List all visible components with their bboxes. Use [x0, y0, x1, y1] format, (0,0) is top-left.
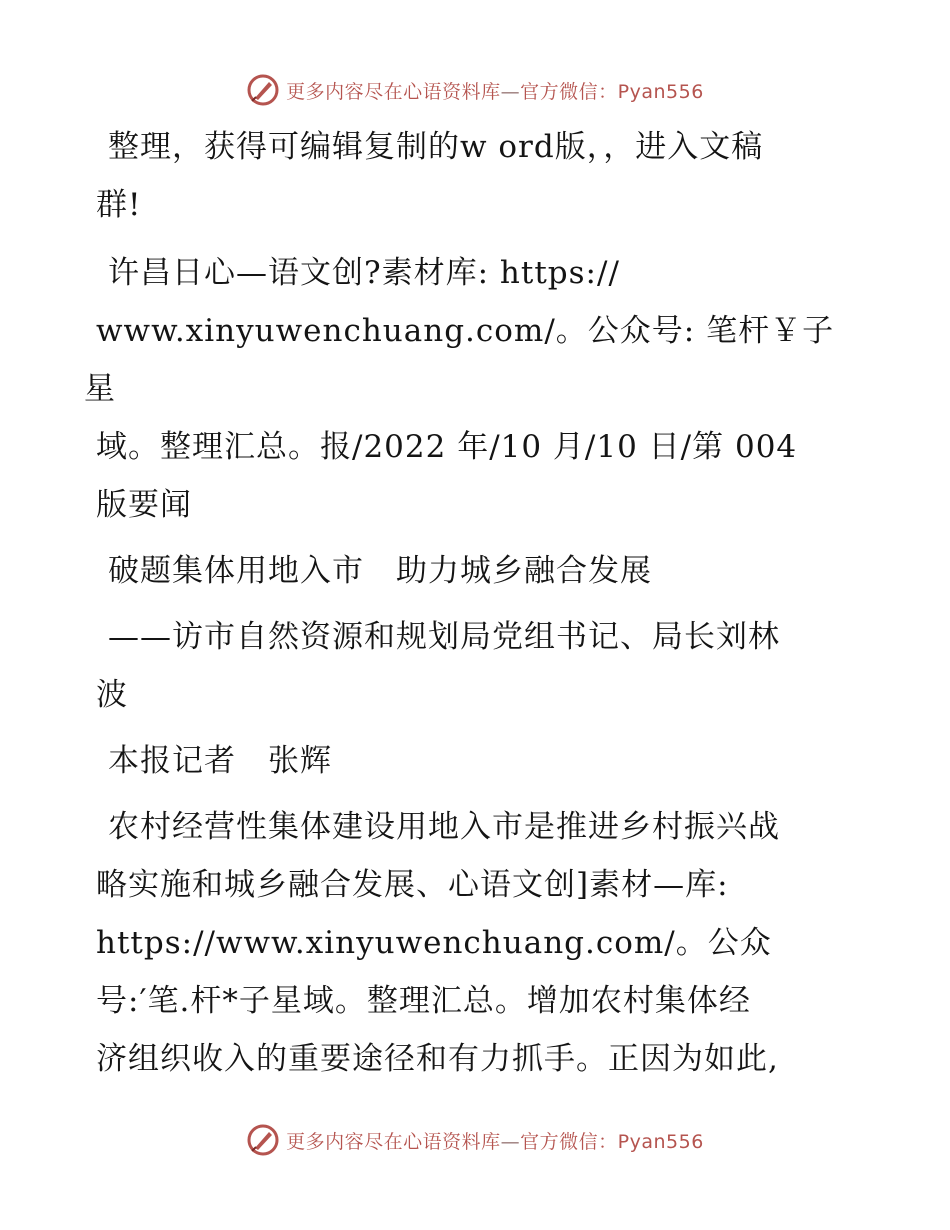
quill-logo-icon — [246, 1123, 280, 1157]
banner-text: 更多内容尽在心语资料库—官方微信：Pyan556 — [286, 80, 704, 103]
article-subheadline — [96, 608, 836, 724]
article-byline — [96, 732, 836, 790]
text-line: 本报记者 张辉 — [108, 743, 332, 779]
text-line: 域。整理汇总。报/2022 年/10 月/10 日/第 004 — [96, 429, 798, 465]
text-line: www.xinyuwenchuang.com/。公众号: 笔杆￥子星 — [84, 313, 835, 407]
paragraph-intro — [96, 118, 836, 234]
text-line: 破题集体用地入市 助力城乡融合发展 — [108, 553, 652, 589]
text-line: 波 — [96, 677, 128, 713]
text-line: 略实施和城乡融合发展、心语文创]素材—库: — [96, 867, 729, 903]
paragraph-source — [84, 244, 836, 534]
text-line: https://www.xinyuwenchuang.com/。公众 — [96, 925, 772, 961]
banner-text: 更多内容尽在心语资料库—官方微信：Pyan556 — [286, 1130, 704, 1153]
text-line: 整理，获得可编辑复制的w ord版，，进入文稿 — [108, 129, 764, 165]
paragraph-body — [96, 798, 836, 1088]
quill-logo-icon — [246, 73, 280, 107]
text-line: ——访市自然资源和规划局党组书记、局长刘林 — [108, 619, 780, 655]
text-line: 济组织收入的重要途径和有力抓手。正因为如此, — [96, 1041, 779, 1077]
document-body — [84, 118, 836, 1096]
text-line: 农村经营性集体建设用地入市是推进乡村振兴战 — [108, 809, 780, 845]
footer-banner — [0, 1120, 950, 1160]
text-line: 版要闻 — [96, 487, 192, 523]
text-line: 许昌日心—语文创?素材库: https:// — [108, 255, 620, 291]
text-line: 号:′笔.杆*子星域。整理汇总。增加农村集体经 — [96, 983, 751, 1019]
text-line: 群! — [96, 187, 142, 223]
header-banner — [0, 70, 950, 110]
article-headline — [96, 542, 836, 600]
